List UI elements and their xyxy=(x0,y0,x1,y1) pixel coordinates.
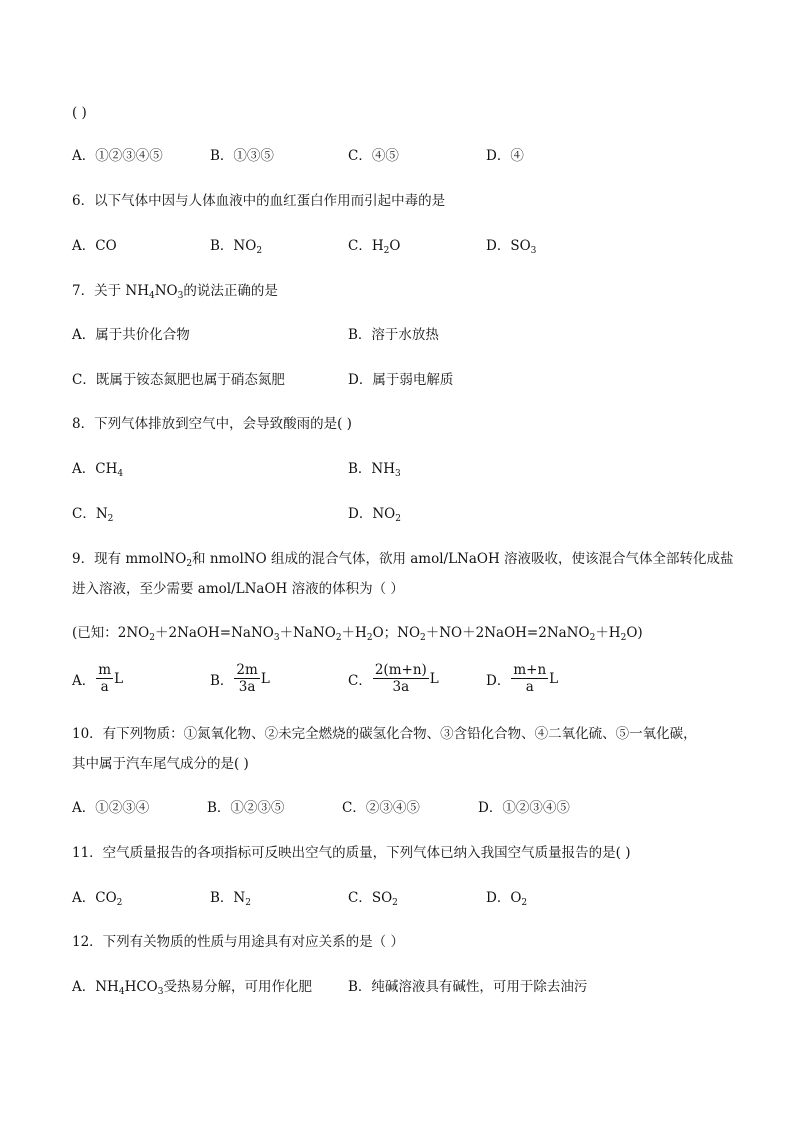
answer-bracket: ( ) xyxy=(72,105,87,121)
q8-option-a: A．$CH_4$ xyxy=(72,461,124,479)
q11-option-b: B．$N_2$ xyxy=(210,890,251,908)
q10-option-a: A．①②③④ xyxy=(72,800,150,816)
q11-option-a: A．$CO_2$ xyxy=(72,890,123,908)
q5-option-d: D．④ xyxy=(486,148,524,164)
q9-option-b: B． $\frac{2m}{3a}$ L xyxy=(210,662,270,695)
q9-option-c: C． $\frac{2(m+n)}{3a}$ L xyxy=(348,662,439,695)
q10-stem-line1: 10．有下列物质：①氮氧化物、②未完全燃烧的碳氢化合物、③含铅化合物、④二氧化硫、⑤一氧化碳， xyxy=(72,726,697,742)
q10-option-d: D．①②③④⑤ xyxy=(478,800,570,816)
q8-option-d: D．$NO_2$ xyxy=(348,506,401,524)
q5-option-c: C．④⑤ xyxy=(348,148,399,164)
q8-option-b: B．$NH_3$ xyxy=(348,461,401,479)
q7-option-b: B．溶于水放热 xyxy=(348,327,439,343)
q12-option-b: B．纯碱溶液具有碱性，可用于除去油污 xyxy=(348,979,588,995)
q6-option-d: D．$SO_3$ xyxy=(486,238,537,256)
q9-stem-line1: 9．现有 mmolNO$_2$和 nmolNO 组成的混合气体，欲用 amol/LNaOH 溶液吸收，使该混合气体全部转化成盐 xyxy=(72,551,734,569)
q7-option-c: C．既属于铵态氮肥也属于硝态氮肥 xyxy=(72,372,285,388)
fraction: $\frac{2m}{3a}$ xyxy=(236,662,258,695)
q5-option-b: B．①③⑤ xyxy=(210,148,274,164)
q8-option-c: C．$N_2$ xyxy=(72,506,114,524)
q6-option-b: B．$NO_2$ xyxy=(210,238,263,256)
q12-option-a: A．$NH_4HCO_3$受热易分解，可用作化肥 xyxy=(72,979,312,997)
q10-option-c: C．②③④⑤ xyxy=(342,800,420,816)
q11-option-d: D．$O_2$ xyxy=(486,890,528,908)
q6-option-c: C．$H_2O$ xyxy=(348,238,401,256)
q7-option-d: D．属于弱电解质 xyxy=(348,372,454,388)
q10-option-b: B．①②③⑤ xyxy=(207,800,285,816)
q7-stem: 7．关于 $NH_4NO_3$的说法正确的是 xyxy=(72,283,278,301)
q6-stem: 6．以下气体中因与人体血液中的血红蛋白作用而引起中毒的是 xyxy=(72,193,446,209)
q9-option-d: D． $\frac{m+n}{a}$ L xyxy=(486,662,559,695)
q10-stem-line2: 其中属于汽车尾气成分的是( ) xyxy=(72,756,249,772)
q9-stem-line2: 进入溶液，至少需要 amol/LNaOH 溶液的体积为（ ） xyxy=(72,581,404,597)
fraction: $\frac{m}{a}$ xyxy=(98,662,112,695)
q11-option-c: C．$SO_2$ xyxy=(348,890,398,908)
q9-known-equations: (已知：$2NO_2+2NaOH=NaNO_3+NaNO_2+H_2O$；$NO_2+NO+2NaOH=2NaNO_2+H_2O$) xyxy=(72,625,643,643)
q6-option-a: A．CO xyxy=(72,238,117,254)
q9-option-a: A． $\frac{m}{a}$ L xyxy=(72,662,124,695)
q11-stem: 11．空气质量报告的各项指标可反映出空气的质量，下列气体已纳入我国空气质量报告的是( ) xyxy=(72,845,631,861)
q8-stem: 8．下列气体排放到空气中，会导致酸雨的是( ) xyxy=(72,416,352,432)
fraction: $\frac{m+n}{a}$ xyxy=(513,662,547,695)
q12-stem: 12．下列有关物质的性质与用途具有对应关系的是（ ） xyxy=(72,934,404,950)
q7-option-a: A．属于共价化合物 xyxy=(72,327,190,343)
fraction: $\frac{2(m+n)}{3a}$ xyxy=(374,662,427,695)
q5-option-a: A．①②③④⑤ xyxy=(72,148,163,164)
